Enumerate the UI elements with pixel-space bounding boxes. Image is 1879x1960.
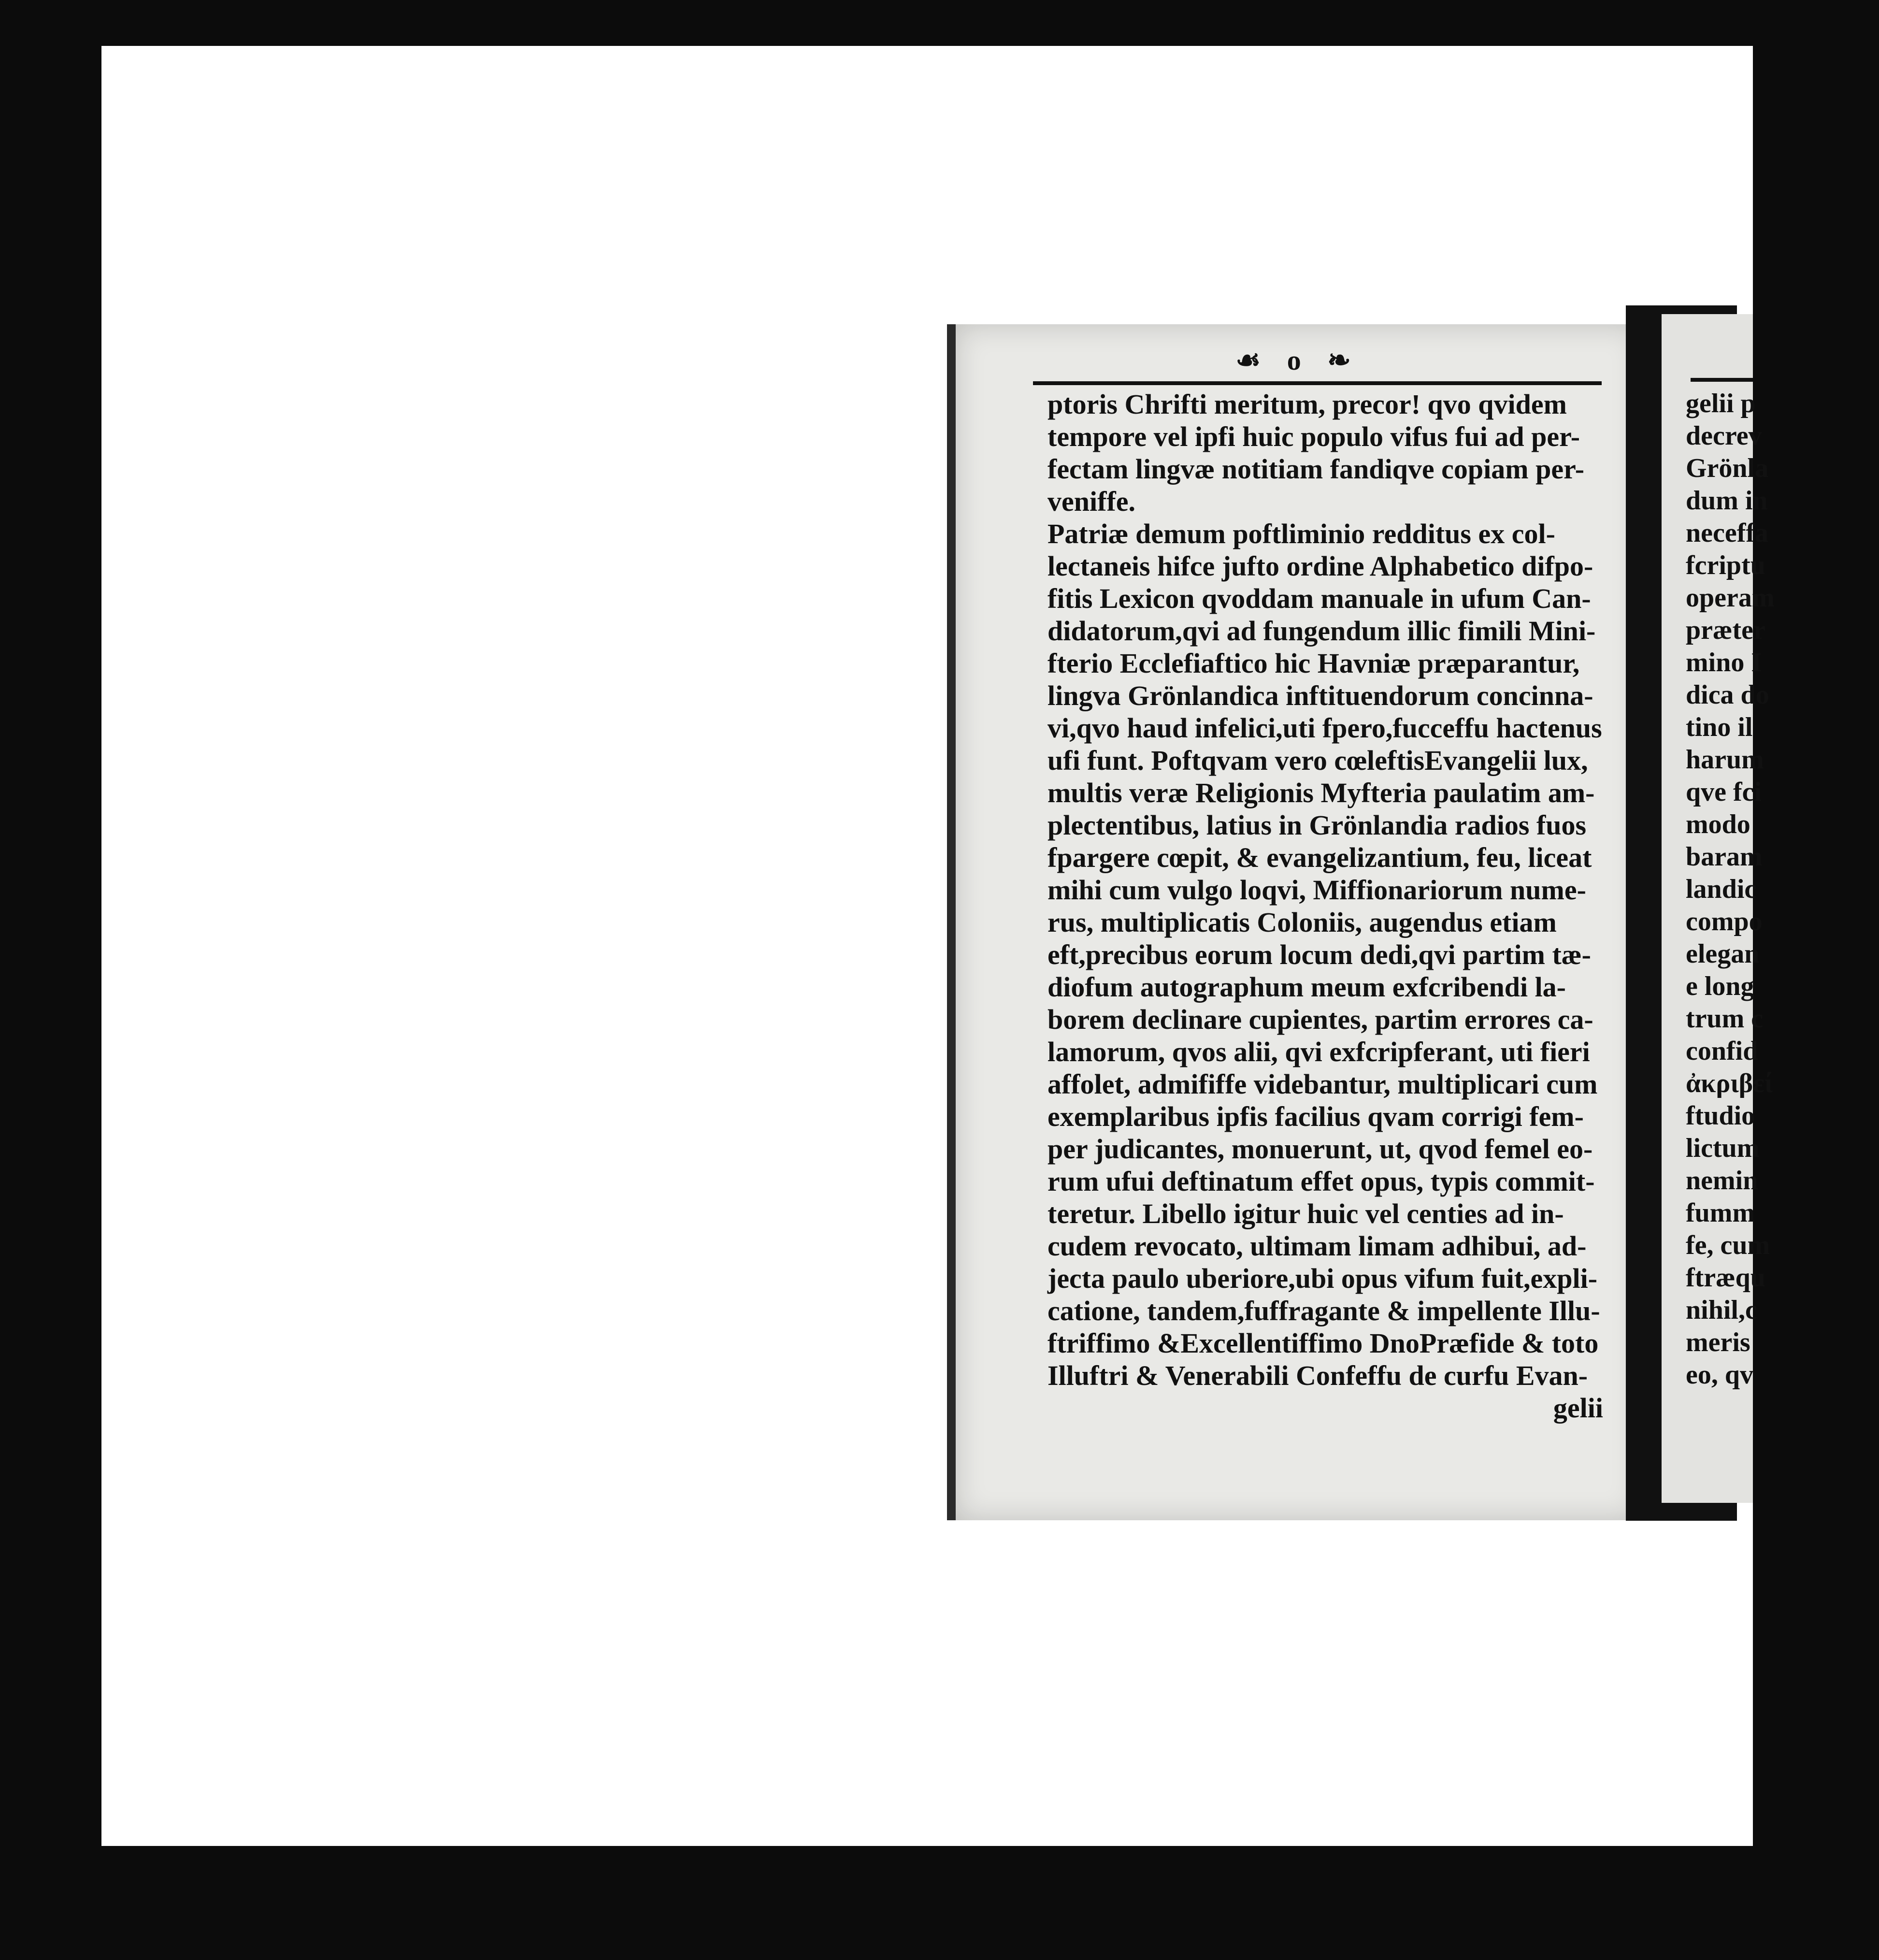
text-line: confid [1686, 1036, 1758, 1066]
text-line: ftriffimo &Excellentiffimo DnoPræfide & toto [1047, 1327, 1599, 1359]
text-line: qve fci [1686, 777, 1762, 807]
left-page-text [1047, 388, 1603, 1424]
text-line: fumm [1686, 1198, 1755, 1228]
text-line: didatorum,qvi ad fungendum illic fimili Mini- [1047, 615, 1596, 647]
text-line: fpargere cœpit, & evangelizantium, feu, liceat [1047, 842, 1592, 873]
text-line: e long [1686, 971, 1754, 1001]
text-line: lictum [1686, 1133, 1760, 1163]
text-line: elegan [1686, 939, 1760, 969]
text-line: fcriptu [1686, 550, 1765, 580]
text-line: præter [1686, 615, 1765, 645]
text-line: veniffe. [1047, 486, 1135, 517]
text-line: fe, cum [1686, 1230, 1770, 1260]
text-line: mino I [1686, 648, 1762, 677]
text-line: affolet, admififfe videbantur, multiplicari cum [1047, 1068, 1598, 1100]
left-page [947, 324, 1640, 1520]
text-line: landic [1686, 874, 1757, 904]
text-line: ftudio [1686, 1101, 1755, 1131]
text-line: multis veræ Religionis Myfteria paulatim am- [1047, 777, 1595, 808]
text-line: Patriæ demum poftliminio redditus ex col- [1047, 518, 1555, 549]
text-line: exemplaribus ipfis facilius qvam corrigi fem- [1047, 1101, 1584, 1132]
text-line: fterio Ecclefiaftico hic Havniæ præparantur, [1047, 648, 1580, 679]
right-page-text [1686, 388, 1879, 1391]
text-line: eo, qv [1686, 1360, 1753, 1390]
text-line: cudem revocato, ultimam limam adhibui, ad- [1047, 1230, 1587, 1262]
text-line: rus, multiplicatis Coloniis, augendus etiam [1047, 907, 1557, 938]
right-header-rule [1691, 378, 1753, 382]
text-line: lectaneis hifce jufto ordine Alphabetico difpo- [1047, 550, 1593, 582]
text-line: vi,qvo haud infelici,uti fpero,fucceffu hactenus [1047, 712, 1602, 744]
text-line: lamorum, qvos alii, qvi exfcripferant, uti fieri [1047, 1036, 1590, 1067]
text-line: mihi cum vulgo loqvi, Miffionariorum nume- [1047, 874, 1586, 906]
text-line: fectam lingvæ notitiam fandiqve copiam per- [1047, 453, 1585, 485]
text-line: fitis Lexicon qvoddam manuale in ufum Can- [1047, 583, 1591, 614]
text-line: trum c [1686, 1004, 1764, 1034]
text-line: dum in [1686, 486, 1768, 516]
text-line: operam [1686, 583, 1775, 613]
text-line: plectentibus, latius in Grönlandia radios fuos [1047, 809, 1587, 841]
header-rule [1033, 381, 1602, 385]
text-line: tino il [1686, 712, 1753, 742]
text-line: catione, tandem,fuffragante & impellente Illu- [1047, 1295, 1600, 1326]
text-line: teretur. Libello igitur huic vel centies ad in- [1047, 1198, 1564, 1229]
text-line: compo [1686, 907, 1763, 937]
text-line: ἀκριβεί [1686, 1068, 1773, 1098]
text-line: Illuftri & Venerabili Confeffu de curfu Evan- [1047, 1360, 1588, 1391]
text-line: nemin [1686, 1166, 1758, 1196]
text-line: neceffa [1686, 518, 1769, 548]
text-line: per judicantes, monuerunt, ut, qvod femel eo- [1047, 1133, 1593, 1165]
text-line: gelii p [1686, 389, 1756, 418]
text-line: eft,precibus eorum locum dedi,qvi partim tæ- [1047, 939, 1591, 970]
text-line: ufi funt. Poftqvam vero cœleftisEvangelii lux, [1047, 745, 1588, 776]
text-line: tempore vel ipfi huic populo vifus fui ad per- [1047, 421, 1580, 452]
text-line: ptoris Chrifti meritum, precor! qvo qvidem [1047, 389, 1567, 420]
text-line: modo [1686, 809, 1750, 839]
text-line: meris [1686, 1327, 1750, 1357]
text-line: diofum autographum meum exfcribendi la- [1047, 971, 1566, 1003]
catchword: gelii [1553, 1392, 1603, 1424]
header-ornament: ☙ o ❧ [1235, 345, 1361, 376]
text-line: nihil,c [1686, 1295, 1757, 1325]
text-line: jecta paulo uberiore,ubi opus vifum fuit,expli- [1047, 1263, 1598, 1294]
text-line: dica do [1686, 680, 1769, 710]
text-line: baram [1686, 842, 1763, 872]
text-line: decrev [1686, 421, 1762, 451]
text-line: ftræqu [1686, 1263, 1765, 1293]
text-line: borem declinare cupientes, partim errores ca- [1047, 1004, 1593, 1035]
text-line: harum [1686, 745, 1764, 775]
right-page [1655, 314, 1775, 1503]
text-line: Grönla [1686, 453, 1769, 483]
text-line: rum ufui deftinatum effet opus, typis commit- [1047, 1166, 1595, 1197]
text-line: lingva Grönlandica inftituendorum concinna- [1047, 680, 1593, 711]
